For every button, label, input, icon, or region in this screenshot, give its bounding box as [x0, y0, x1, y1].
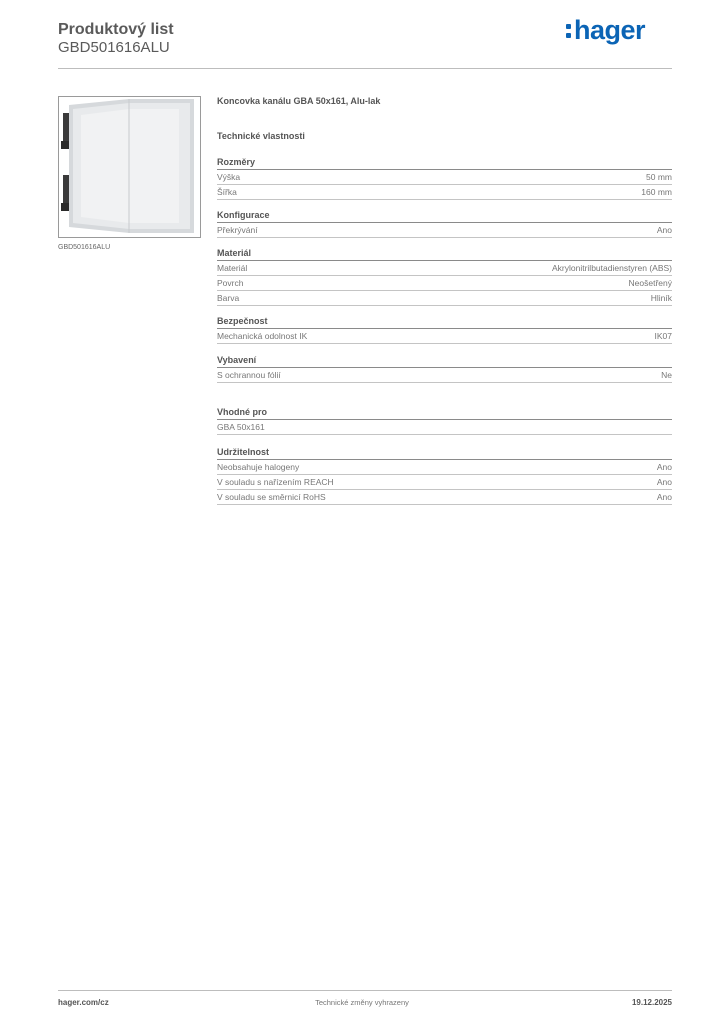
table-row [217, 185, 672, 200]
table-row [217, 475, 672, 490]
row-value: Ano [656, 492, 672, 502]
section-title: Bezpečnost [217, 316, 268, 326]
section-safety [217, 315, 672, 344]
row-value: IK07 [654, 331, 672, 341]
page-title: Produktový list [58, 21, 174, 38]
section-title: Vybavení [217, 355, 257, 365]
row-label: V souladu s nařízením REACH [217, 477, 334, 487]
row-value: Ne [661, 370, 672, 380]
section-title: Materiál [217, 248, 252, 258]
row-label: Výška [217, 172, 241, 182]
footer-date: 19.12.2025 [631, 998, 672, 1007]
row-label: Neobsahuje halogeny [217, 462, 300, 472]
row-value: Ano [656, 477, 672, 487]
section-title: Vhodné pro [217, 407, 267, 417]
table-row [217, 368, 672, 383]
product-code: GBD501616ALU [58, 39, 170, 56]
table-row [217, 170, 672, 185]
row-value: Ano [656, 225, 672, 235]
row-label: Překrývání [217, 225, 258, 235]
product-name: Koncovka kanálu GBA 50x161, Alu-lak [217, 96, 381, 106]
table-row [217, 276, 672, 291]
row-label: S ochrannou fólií [217, 370, 281, 380]
row-label: Barva [217, 293, 240, 303]
table-row [217, 291, 672, 306]
row-label: Materiál [217, 263, 248, 273]
table-row [217, 420, 672, 435]
row-label: Povrch [217, 278, 244, 288]
section-title: Udržitelnost [217, 447, 270, 457]
row-value: 160 mm [641, 187, 672, 197]
row-label: Mechanická odolnost IK [217, 331, 308, 341]
row-label: GBA 50x161 [217, 422, 265, 432]
logo-text: hager [574, 15, 646, 45]
section-sustainability [217, 446, 672, 505]
row-value: Neošetřený [628, 278, 672, 288]
table-row [217, 460, 672, 475]
table-row [217, 329, 672, 344]
table-row [217, 223, 672, 238]
logo-dots-icon [566, 22, 571, 40]
row-value: Hliník [650, 293, 672, 303]
section-configuration [217, 209, 672, 238]
row-label: Šířka [217, 187, 237, 197]
footer-website-link[interactable]: hager.com/cz [58, 998, 109, 1007]
technical-properties-heading: Technické vlastnosti [217, 131, 305, 141]
image-caption: GBD501616ALU [58, 244, 111, 251]
table-row [217, 490, 672, 505]
section-dimensions [217, 156, 672, 200]
header-divider [58, 68, 672, 69]
section-title: Konfigurace [217, 210, 270, 220]
product-image [58, 96, 201, 238]
row-label: V souladu se směrnicí RoHS [217, 492, 326, 502]
row-value: Ano [656, 462, 672, 472]
section-suitable-for [217, 406, 672, 435]
section-material [217, 247, 672, 306]
footer-notice: Technické změny vyhrazeny [315, 998, 409, 1007]
product-image-icon [59, 97, 200, 237]
row-value: 50 mm [646, 172, 672, 182]
table-row [217, 261, 672, 276]
footer-divider [58, 990, 672, 991]
row-value: Akrylonitrilbutadienstyren (ABS) [552, 263, 672, 273]
section-equipment [217, 354, 672, 383]
hager-logo [566, 15, 645, 46]
section-title: Rozměry [217, 157, 256, 167]
